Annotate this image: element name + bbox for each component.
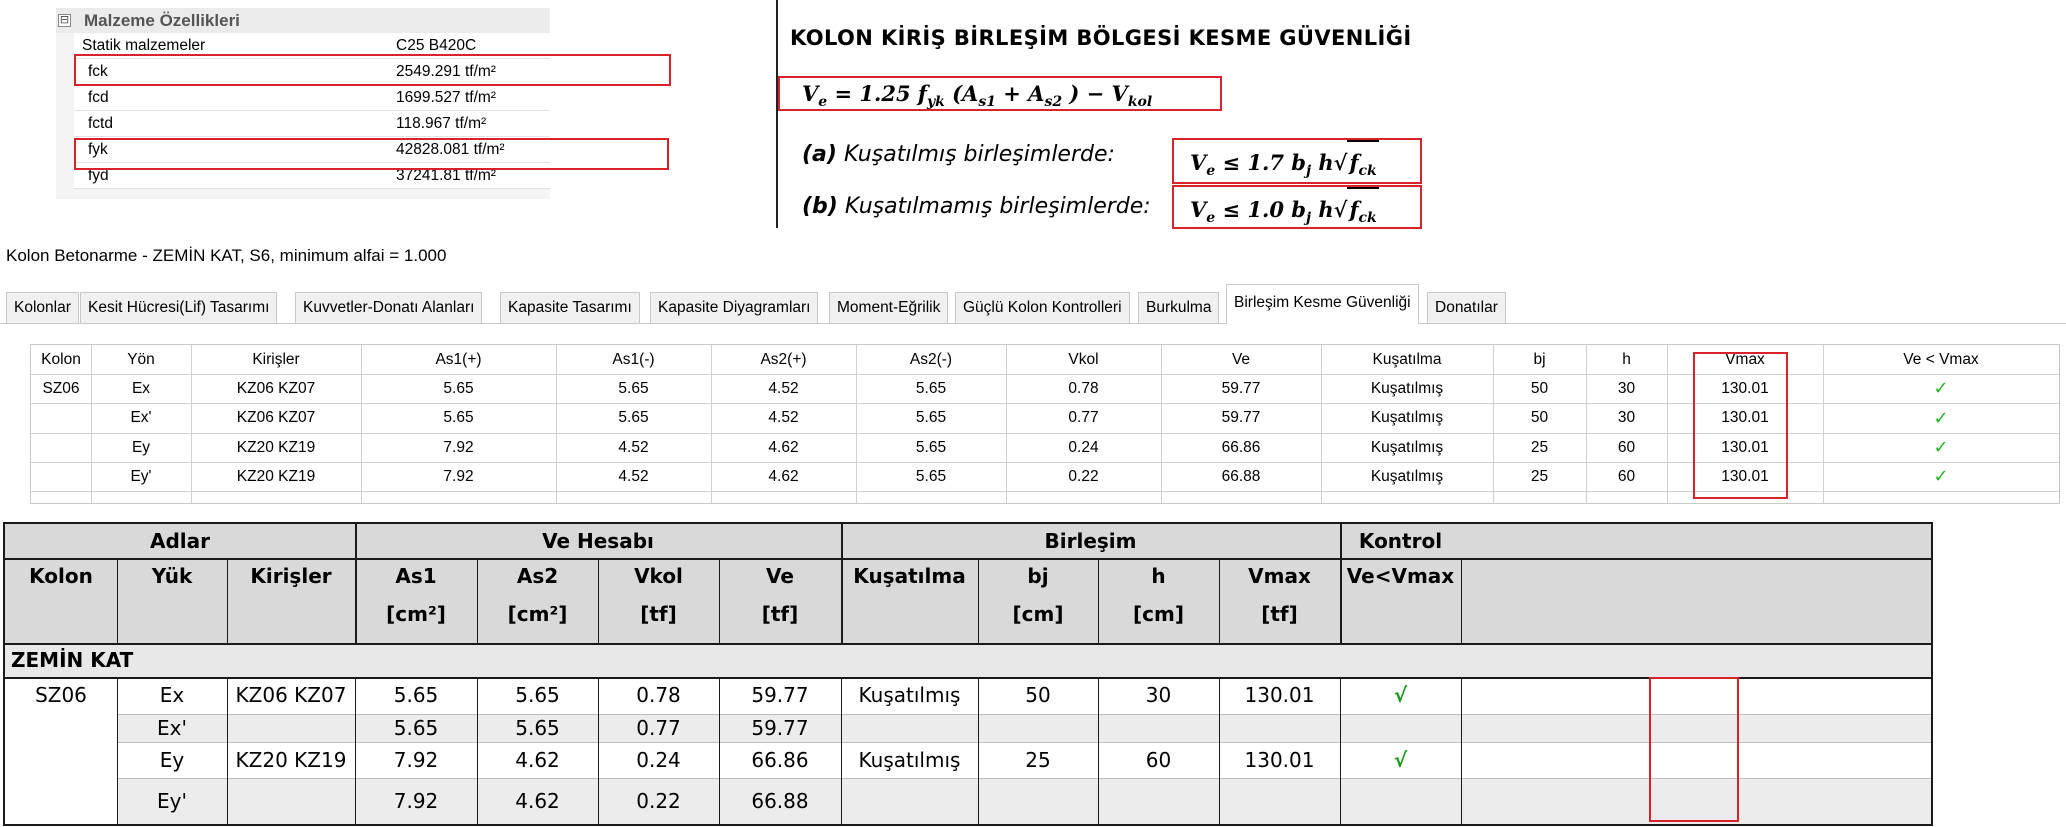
grid-cell[interactable] bbox=[31, 403, 91, 433]
grid-cell[interactable]: 25 bbox=[1530, 468, 1549, 485]
column-header-title: Ve<Vmax bbox=[1346, 564, 1455, 588]
grid-header-cell[interactable]: Kirişler bbox=[252, 351, 300, 368]
grid-header-cell[interactable]: Vkol bbox=[1068, 351, 1099, 368]
property-key: fctd bbox=[88, 115, 113, 132]
report-vline bbox=[355, 558, 356, 643]
grid-cell[interactable]: 130.01 bbox=[1721, 409, 1769, 426]
report-vline bbox=[1340, 558, 1341, 643]
report-vline bbox=[719, 677, 720, 824]
column-header-unit: [cm²] bbox=[386, 602, 446, 626]
report-cell: 5.65 bbox=[515, 683, 560, 707]
grid-cell[interactable]: 60 bbox=[1617, 439, 1636, 456]
properties-header[interactable] bbox=[56, 8, 550, 33]
report-vline bbox=[1461, 677, 1462, 824]
grid-cell[interactable]: 0.24 bbox=[1068, 439, 1099, 456]
property-key: fck bbox=[88, 63, 108, 80]
property-key: fyk bbox=[88, 141, 108, 158]
grid-header-cell[interactable]: As2(-) bbox=[909, 351, 953, 368]
group-header-3: Kontrol bbox=[1358, 529, 1443, 553]
grid-cell[interactable]: Kuşatılmış bbox=[1370, 468, 1444, 485]
report-cell: 0.24 bbox=[636, 748, 681, 772]
material-properties-panel bbox=[56, 8, 550, 199]
report-cell: 4.62 bbox=[515, 789, 560, 813]
column-header-title: As1 bbox=[395, 564, 437, 588]
report-cell bbox=[841, 714, 978, 742]
report-cell: SZ06 bbox=[35, 683, 87, 707]
grid-cell[interactable]: 5.65 bbox=[915, 439, 947, 456]
column-header-title: Kirişler bbox=[250, 564, 332, 588]
grid-header-cell[interactable]: h bbox=[1622, 351, 1631, 368]
grid-cell[interactable]: 66.88 bbox=[1221, 468, 1261, 485]
grid-cell[interactable] bbox=[1823, 374, 2059, 403]
window-title: Kolon Betonarme - ZEMİN KAT, S6, minimum alfai = 1.000 bbox=[6, 246, 447, 265]
column-header-title: Yük bbox=[151, 564, 193, 588]
report-vline bbox=[1219, 677, 1220, 824]
report-vline bbox=[978, 558, 979, 643]
grid-cell[interactable]: KZ06 KZ07 bbox=[236, 380, 316, 397]
report-cell: 59.77 bbox=[751, 683, 809, 707]
highlight-fyk bbox=[74, 138, 669, 170]
sqrt-icon: $√f_{ck}$ bbox=[1334, 140, 1379, 192]
report-vline bbox=[117, 558, 118, 643]
report-vline bbox=[477, 558, 478, 643]
report-cell bbox=[227, 714, 355, 742]
column-header-title: Ve bbox=[766, 564, 794, 588]
grid-cell[interactable]: 4.52 bbox=[768, 409, 799, 426]
grid-header-cell[interactable]: bj bbox=[1533, 351, 1546, 368]
grid-cell[interactable]: 5.65 bbox=[915, 468, 947, 485]
highlight-fck bbox=[74, 54, 671, 86]
column-header-title: As2 bbox=[516, 564, 559, 588]
property-key: fcd bbox=[88, 89, 109, 106]
grid-cell[interactable]: 30 bbox=[1617, 409, 1636, 426]
report-cell: 5.65 bbox=[515, 716, 560, 740]
report-vline bbox=[598, 677, 599, 824]
report-vline bbox=[117, 677, 118, 824]
grid-cell[interactable]: KZ06 KZ07 bbox=[236, 409, 316, 426]
report-vline bbox=[978, 677, 979, 824]
report-cell: Kuşatılmış bbox=[858, 683, 961, 707]
report-cell: 30 bbox=[1145, 683, 1172, 707]
report-cell bbox=[978, 714, 1098, 742]
report-cell: 5.65 bbox=[393, 716, 439, 740]
coef-b: 1.0 bbox=[1247, 197, 1284, 222]
check-icon: ✓ bbox=[1933, 437, 1949, 457]
report-cell bbox=[978, 778, 1098, 824]
column-header-title: Vkol bbox=[634, 564, 683, 588]
grid-cell[interactable]: KZ20 KZ19 bbox=[236, 468, 316, 485]
report-cell: 130.01 bbox=[1244, 683, 1315, 707]
grid-cell[interactable]: Kuşatılmış bbox=[1370, 409, 1444, 426]
report-vline bbox=[1098, 677, 1099, 824]
group-header-1: Ve Hesabı bbox=[542, 529, 654, 553]
report-vline bbox=[1098, 558, 1099, 643]
condition-a-text: Kuşatılmış birleşimlerde: bbox=[843, 142, 1115, 167]
grid-cell[interactable]: 130.01 bbox=[1721, 439, 1769, 456]
column-header-unit: [tf] bbox=[1261, 602, 1298, 626]
grid-cell[interactable]: Ex' bbox=[130, 409, 152, 426]
check-icon: ✓ bbox=[1933, 408, 1949, 428]
formula-title: KOLON KİRİŞ BİRLEŞİM BÖLGESİ KESME GÜVENLİĞİ bbox=[790, 26, 1412, 50]
grid-cell[interactable] bbox=[1823, 403, 2059, 433]
tab-guclu-kolon[interactable]: Güçlü Kolon Kontrolleri bbox=[955, 292, 1130, 324]
check-icon: ✓ bbox=[1933, 466, 1949, 486]
tab-birlesim-kesme[interactable]: Birleşim Kesme Güvenliği bbox=[1226, 284, 1419, 324]
grid-cell[interactable]: 4.52 bbox=[768, 380, 799, 397]
tab-kolonlar[interactable]: Kolonlar bbox=[6, 292, 79, 324]
grid-header-cell[interactable]: Yön bbox=[127, 351, 155, 368]
section-label: ZEMİN KAT bbox=[11, 648, 134, 672]
sqrt-icon: $√f_{ck}$ bbox=[1334, 187, 1379, 239]
tab-kuvvetler-donati[interactable]: Kuvvetler-Donatı Alanları bbox=[295, 292, 482, 324]
condition-a-tag: (a) bbox=[802, 142, 837, 167]
check-icon: ✓ bbox=[1933, 378, 1949, 398]
grid-cell[interactable]: 7.92 bbox=[443, 439, 474, 456]
separator bbox=[776, 0, 778, 228]
report-cell bbox=[5, 742, 117, 778]
highlight-vmax-grid bbox=[1693, 352, 1788, 499]
grid-cell[interactable]: SZ06 bbox=[42, 380, 80, 397]
report-vline bbox=[1219, 558, 1220, 643]
condition-b-formula: $V_e \le 1.0$ $b_j$ $h√f_{ck}$ bbox=[1172, 185, 1422, 229]
condition-b-text: Kuşatılmamış birleşimlerde: bbox=[844, 194, 1151, 219]
grid-header-cell[interactable]: As1(-) bbox=[612, 351, 655, 368]
report-cell bbox=[1098, 778, 1219, 824]
column-header-title: Kuşatılma bbox=[853, 564, 966, 588]
property-value: 118.967 tf/m² bbox=[396, 115, 487, 132]
report-cell: 130.01 bbox=[1244, 748, 1315, 772]
condition-b-label bbox=[802, 194, 1151, 219]
tab-donatilar[interactable]: Donatılar bbox=[1427, 292, 1506, 324]
tab-moment-egrilik[interactable]: Moment-Eğrilik bbox=[829, 292, 948, 324]
report-cell bbox=[227, 778, 355, 824]
grid-header-cell[interactable]: As1(+) bbox=[435, 351, 482, 368]
property-value: 42828.081 tf/m² bbox=[396, 141, 505, 158]
column-header-title: Vmax bbox=[1248, 564, 1311, 588]
property-value: 2549.291 tf/m² bbox=[396, 63, 496, 80]
column-header-title: bj bbox=[1027, 564, 1049, 588]
grid-header-cell[interactable]: As2(+) bbox=[760, 351, 807, 368]
report-cell: 4.62 bbox=[515, 748, 560, 772]
report-cell bbox=[1340, 778, 1461, 824]
report-cell: 5.65 bbox=[393, 683, 439, 707]
grid-cell[interactable]: Kuşatılmış bbox=[1370, 380, 1444, 397]
report-cell: 66.86 bbox=[751, 748, 809, 772]
report-cell bbox=[5, 778, 117, 824]
check-cell bbox=[1340, 742, 1461, 778]
condition-a-label bbox=[802, 142, 1115, 167]
report-vline bbox=[227, 677, 228, 824]
grid-cell[interactable]: 50 bbox=[1530, 380, 1549, 397]
column-header-unit: [cm] bbox=[1133, 602, 1184, 626]
report-cell: KZ06 KZ07 bbox=[235, 683, 347, 707]
report-vline bbox=[719, 558, 720, 643]
grid-cell[interactable] bbox=[31, 433, 91, 462]
property-key: Statik malzemeler bbox=[82, 37, 206, 54]
property-row-fcd[interactable] bbox=[74, 85, 550, 111]
grid-cell[interactable]: 5.65 bbox=[618, 409, 649, 426]
grid-cell[interactable]: 50 bbox=[1530, 409, 1549, 426]
report-cell: 0.78 bbox=[636, 683, 681, 707]
report-cell: 50 bbox=[1025, 683, 1051, 707]
tab-kesit-hucresi[interactable]: Kesit Hücresi(Lif) Tasarımı bbox=[80, 292, 277, 324]
report-vline bbox=[841, 558, 842, 643]
report-cell: 25 bbox=[1025, 748, 1051, 772]
report-cell: Kuşatılmış bbox=[858, 748, 961, 772]
report-hline bbox=[5, 558, 1931, 560]
report-cell: 0.22 bbox=[636, 789, 681, 813]
grid-cell[interactable]: 66.86 bbox=[1221, 439, 1261, 456]
grid-cell[interactable]: 4.52 bbox=[618, 468, 649, 485]
coef-a: 1.7 bbox=[1247, 150, 1284, 175]
report-vline bbox=[1461, 558, 1462, 643]
tab-kapasite-diyagramlari[interactable]: Kapasite Diyagramları bbox=[650, 292, 818, 324]
property-value: C25 B420C bbox=[396, 37, 477, 54]
report-hline bbox=[5, 677, 1931, 679]
grid-cell[interactable]: 0.22 bbox=[1068, 468, 1099, 485]
report-vline bbox=[841, 677, 842, 824]
grid-cell[interactable] bbox=[1823, 462, 2059, 491]
grid-cell[interactable] bbox=[1823, 433, 2059, 462]
report-cell: Ex bbox=[159, 683, 185, 707]
grid-cell[interactable]: Ey' bbox=[130, 468, 152, 485]
grid-cell[interactable]: 130.01 bbox=[1721, 468, 1769, 485]
check-icon: √ bbox=[1393, 683, 1408, 707]
grid-cell[interactable] bbox=[31, 462, 91, 491]
grid-cell[interactable]: 59.77 bbox=[1221, 380, 1261, 397]
column-header-title: h bbox=[1151, 564, 1166, 588]
report-cell: Ey bbox=[159, 748, 185, 772]
report-vline bbox=[1340, 677, 1341, 824]
column-header-title: Kolon bbox=[29, 564, 93, 588]
report-cell bbox=[1219, 714, 1340, 742]
tab-burkulma[interactable]: Burkulma bbox=[1138, 292, 1219, 324]
report-cell: Ex' bbox=[157, 716, 187, 740]
property-value: 37241.81 tf/m² bbox=[396, 167, 496, 184]
report-cell bbox=[1098, 714, 1219, 742]
grid-cell[interactable]: Ex bbox=[131, 380, 151, 397]
property-row-fctd[interactable] bbox=[74, 111, 550, 137]
report-cell: 7.92 bbox=[393, 789, 439, 813]
grid-cell[interactable]: Kuşatılmış bbox=[1370, 439, 1444, 456]
grid-cell[interactable]: 60 bbox=[1617, 468, 1636, 485]
grid-header-cell[interactable]: Ve bbox=[1231, 351, 1251, 368]
property-key: fyd bbox=[88, 167, 109, 184]
grid-header-cell[interactable]: Kuşatılma bbox=[1372, 351, 1442, 368]
report-cell: 0.77 bbox=[636, 716, 681, 740]
grid-cell[interactable]: KZ20 KZ19 bbox=[236, 439, 316, 456]
report-cell: 59.77 bbox=[751, 716, 809, 740]
grid-cell[interactable]: 130.01 bbox=[1721, 380, 1769, 397]
condition-b-tag: (b) bbox=[802, 194, 838, 219]
report-cell: 60 bbox=[1145, 748, 1172, 772]
report-cell bbox=[5, 714, 117, 742]
formula-ve: $V_e = 1.25$ $f_{yk}$ ($A_{s1} + A_{s2}$ ) − $V_{kol}$ bbox=[778, 76, 1222, 111]
group-header-2: Birleşim bbox=[1044, 529, 1137, 553]
column-header-unit: [cm] bbox=[1012, 602, 1064, 626]
report-vline bbox=[227, 558, 228, 643]
report-hline bbox=[5, 643, 1931, 645]
column-header-unit: [tf] bbox=[761, 602, 799, 626]
group-header-0: Adlar bbox=[149, 529, 210, 553]
report-cell bbox=[841, 778, 978, 824]
report-cell: Ey' bbox=[157, 789, 187, 813]
grid-cell[interactable]: 25 bbox=[1530, 439, 1549, 456]
grid-header-cell[interactable]: Vmax bbox=[1725, 351, 1765, 368]
tab-kapasite-tasarimi[interactable]: Kapasite Tasarımı bbox=[500, 292, 640, 324]
tab-strip bbox=[0, 282, 2066, 324]
report-table bbox=[3, 522, 1933, 826]
condition-a-formula: $V_e \le 1.7$ $b_j$ $h√f_{ck}$ bbox=[1172, 138, 1422, 184]
highlight-vmax-report bbox=[1649, 677, 1739, 822]
grid-cell[interactable]: 59.77 bbox=[1221, 409, 1261, 426]
report-cell bbox=[1219, 778, 1340, 824]
column-header-unit: [cm²] bbox=[507, 602, 568, 626]
grid-header-cell[interactable]: Kolon bbox=[41, 351, 81, 368]
grid-cell[interactable]: 0.77 bbox=[1068, 409, 1099, 426]
grid-cell[interactable]: 4.62 bbox=[768, 439, 799, 456]
grid-cell[interactable]: 4.62 bbox=[768, 468, 799, 485]
property-value: 1699.527 tf/m² bbox=[396, 89, 496, 106]
properties-header-label: Malzeme Özellikleri bbox=[84, 11, 240, 30]
grid-cell[interactable]: 5.65 bbox=[915, 380, 947, 397]
report-vline bbox=[355, 677, 356, 824]
grid-cell[interactable]: 5.65 bbox=[443, 380, 474, 397]
grid-cell[interactable]: 7.92 bbox=[443, 468, 474, 485]
grid-cell[interactable]: 4.52 bbox=[618, 439, 649, 456]
report-cell: KZ20 KZ19 bbox=[235, 748, 347, 772]
check-cell bbox=[1340, 677, 1461, 714]
grid-header-cell[interactable]: Ve < Vmax bbox=[1903, 351, 1979, 368]
grid-cell[interactable]: 30 bbox=[1617, 380, 1636, 397]
report-vline bbox=[598, 558, 599, 643]
report-cell: 7.92 bbox=[393, 748, 439, 772]
check-icon: √ bbox=[1393, 748, 1408, 772]
collapse-icon[interactable]: ⊟ bbox=[59, 14, 70, 26]
column-header-unit: [tf] bbox=[640, 602, 677, 626]
grid-cell[interactable]: 5.65 bbox=[443, 409, 474, 426]
grid-cell[interactable]: 5.65 bbox=[618, 380, 649, 397]
report-cell bbox=[1340, 714, 1461, 742]
grid-cell[interactable]: 5.65 bbox=[915, 409, 947, 426]
report-vline bbox=[477, 677, 478, 824]
report-cell: 66.88 bbox=[751, 789, 809, 813]
grid-cell[interactable]: Ey bbox=[131, 439, 151, 456]
grid-cell[interactable]: 0.78 bbox=[1068, 380, 1099, 397]
